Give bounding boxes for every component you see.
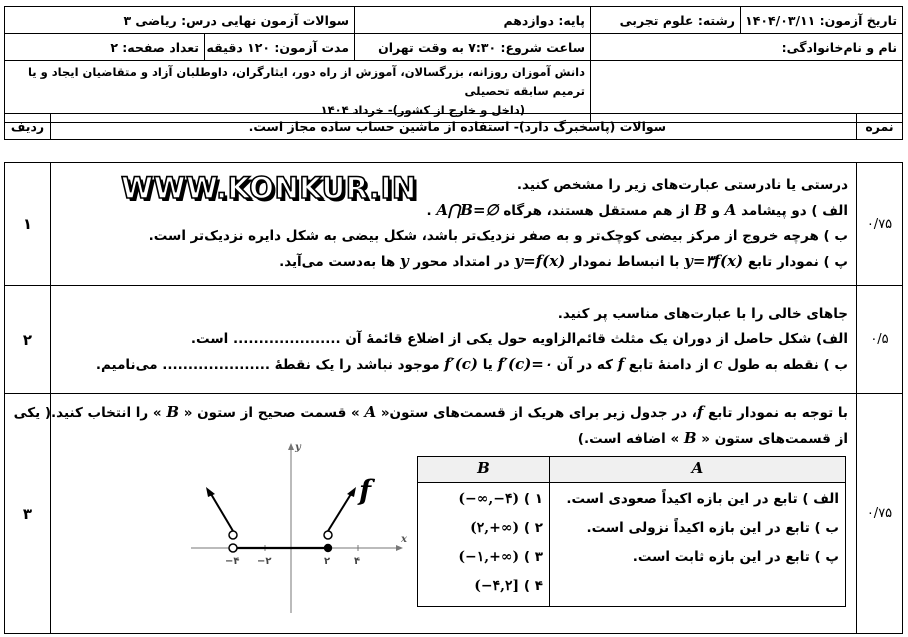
- question-row-3: [5, 394, 903, 634]
- question-score: ۰/۷۵: [857, 163, 903, 286]
- q1a-math: A⋂B=∅: [436, 201, 499, 219]
- q3-text: » را انتخاب کنید.( یکی: [13, 405, 162, 421]
- q2b-text: موجود نباشد را یک نقطهٔ ..................... می‌نامیم.: [95, 356, 440, 373]
- q1-title: درستی یا نادرستی عبارت‌های زیر را مشخص کنید.: [516, 177, 848, 193]
- audience-line-1: دانش آموزان روزانه، بزرگسالان، آموزش از راه دور، ایثارگران، داوطلبان آزاد و متقاضیان ایجاد و یا ترمیم سابقه تحصیلی: [27, 65, 585, 98]
- q3-math: B: [683, 429, 697, 447]
- q2b-text: که در آن: [556, 356, 613, 373]
- question-row-2: [5, 286, 903, 394]
- column-b-item[interactable]: [424, 514, 543, 543]
- column-a-header: A: [550, 457, 846, 483]
- start-time: ساعت شروع: ۷:۳۰ به وقت تهران: [355, 34, 591, 61]
- q2b-math: f: [617, 354, 625, 373]
- x-tick-label: ۲: [324, 556, 331, 567]
- column-b-item[interactable]: [424, 543, 543, 572]
- duration: مدت آزمون: ۱۲۰ دقیقه: [205, 34, 355, 61]
- column-b-header: B: [418, 457, 550, 483]
- q2-part-a[interactable]: الف) شکل حاصل از دوران یک مثلث قائم‌الزاویه حول یکی از اضلاع قائمهٔ آن ..................... است.: [190, 330, 848, 347]
- column-b-item-interval: (۲,+∞): [470, 520, 520, 536]
- exam-date: تاریخ آزمون: ۱۴۰۴/۰۳/۱۱: [741, 7, 903, 34]
- column-b-item-number: ۱ ): [523, 491, 543, 507]
- question-score: ۰/۵: [857, 286, 903, 394]
- questions-table: [4, 162, 903, 634]
- q1c-math: (x): [719, 252, 744, 270]
- q3-text: از قسمت‌های ستون «: [701, 431, 848, 447]
- q3-text: » اضافه است.): [577, 431, 680, 447]
- q3-text: با توجه به نمودار تابع: [708, 405, 848, 421]
- audience-line-2: (داخل و خارج از کشور)- خرداد ۱۴۰۴: [320, 103, 525, 117]
- right-branch-arrow-icon: [347, 487, 356, 497]
- q3-title: [13, 400, 848, 452]
- column-b-item[interactable]: [424, 485, 543, 514]
- left-branch-arrow-icon: [206, 487, 215, 497]
- column-b-item[interactable]: [424, 572, 543, 601]
- q2b-text: ب ) نقطه به طول: [727, 356, 848, 373]
- y-axis-label: y: [295, 442, 301, 453]
- column-b: [418, 483, 550, 607]
- column-b-item-number: ۲ ): [523, 520, 543, 536]
- question-body-3: [13, 394, 857, 634]
- q1a-text: از هم مستقل هستند، هرگاه: [503, 203, 690, 219]
- question-body-2: [51, 286, 857, 394]
- name-field[interactable]: نام و نام‌خانوادگی:: [591, 34, 903, 61]
- x-tick-label: −۴: [225, 556, 240, 567]
- q1c-text: در امتداد محور: [413, 254, 510, 270]
- q3-math: B: [166, 403, 180, 421]
- question-number: ۱: [5, 163, 51, 286]
- q1c-math: y=f(x): [514, 252, 566, 270]
- q1a-math: B: [694, 201, 707, 219]
- column-b-item-interval: (−۴,۲]: [474, 578, 520, 594]
- q1c-text: پ ) نمودار تابع: [747, 254, 848, 270]
- column-a-item[interactable]: پ ) تابع در این بازه ثابت است.: [632, 549, 839, 565]
- field: رشته: علوم تجربی: [591, 7, 741, 34]
- column-a: [550, 483, 846, 607]
- question-row-1: [5, 163, 903, 286]
- q2b-math: c: [713, 354, 723, 373]
- column-b-item-interval: (−۱,+∞): [458, 549, 520, 565]
- open-point: [229, 544, 237, 552]
- q1a-text: الف ) دو پیشامد: [741, 203, 848, 219]
- q3-text: ، در جدول زیر برای هریک از قسمت‌های ستون«: [380, 405, 697, 421]
- score-label: نمره: [857, 114, 903, 140]
- q2b-math: f′: [444, 354, 455, 373]
- matching-table: [417, 456, 846, 607]
- question-number: ۲: [5, 286, 51, 394]
- q1-part-b: ب ) هرچه خروج از مرکز بیضی کوچک‌تر و به صفر نزدیک‌تر باشد، شکل بیضی به شکل دایره نزدیک‌تر است.: [148, 228, 848, 244]
- open-point: [324, 531, 332, 539]
- q1-part-c: [59, 249, 848, 275]
- closed-point: [324, 544, 332, 552]
- column-a-item[interactable]: ب ) تابع در این بازه اکیداً نزولی است.: [586, 520, 839, 536]
- q3-text: » قسمت صحیح از ستون «: [183, 405, 360, 421]
- q2b-text: از دامنهٔ تابع: [628, 356, 709, 373]
- q2b-math: f′(c)=۰: [497, 354, 552, 373]
- left-branch-line: [211, 494, 233, 531]
- q1a-text: .: [426, 203, 432, 219]
- y-axis-arrow-icon: [288, 443, 294, 450]
- q2-title: جاهای خالی را با عبارت‌های مناسب پر کنید.: [557, 305, 848, 322]
- q3-math: f: [696, 403, 704, 421]
- column-b-item-number: ۳ ): [523, 549, 543, 565]
- q2b-math: (c): [454, 354, 479, 373]
- watermark-logo: WWW.KONKUR.IN: [121, 171, 417, 205]
- x-axis-label: x: [401, 534, 407, 545]
- function-label: f: [359, 474, 372, 507]
- x-axis-arrow-icon: [396, 545, 403, 551]
- grade: پایه: دوازدهم: [355, 7, 591, 34]
- q1a-text: و: [711, 203, 721, 219]
- q1c-text: ها به‌دست می‌آید.: [279, 254, 396, 270]
- q1c-math: y=۳f: [684, 252, 720, 270]
- right-branch-line: [328, 494, 351, 531]
- q2-part-b[interactable]: [59, 352, 848, 378]
- page-count: تعداد صفحه: ۲: [5, 34, 205, 61]
- q3-math: A: [364, 403, 377, 421]
- question-number: ۳: [5, 394, 51, 634]
- questions-header: [4, 113, 903, 140]
- question-score: ۰/۷۵: [857, 394, 903, 634]
- question-body-1: [51, 163, 857, 286]
- q2b-text: یا: [482, 356, 493, 373]
- x-tick-label: −۲: [257, 556, 272, 567]
- q1c-math: y: [400, 252, 409, 270]
- open-point: [229, 531, 237, 539]
- column-a-item[interactable]: الف ) تابع در این بازه اکیداً صعودی است.: [566, 491, 839, 507]
- column-b-item-interval: (−∞,−۴): [458, 491, 520, 507]
- x-tick-label: ۴: [354, 556, 361, 567]
- q1a-math: A: [724, 201, 737, 219]
- exam-title: سوالات آزمون نهایی درس: ریاضی ۳: [5, 7, 355, 34]
- column-b-item-number: ۴ ): [523, 578, 543, 594]
- questions-note: سوالات (پاسخبرگ دارد)- استفاده از ماشین حساب ساده مجاز است.: [51, 114, 857, 140]
- exam-header: [4, 6, 903, 123]
- q1c-text: با انبساط نمودار: [569, 254, 680, 270]
- row-label: ردیف: [5, 114, 51, 140]
- function-graph: [181, 438, 411, 618]
